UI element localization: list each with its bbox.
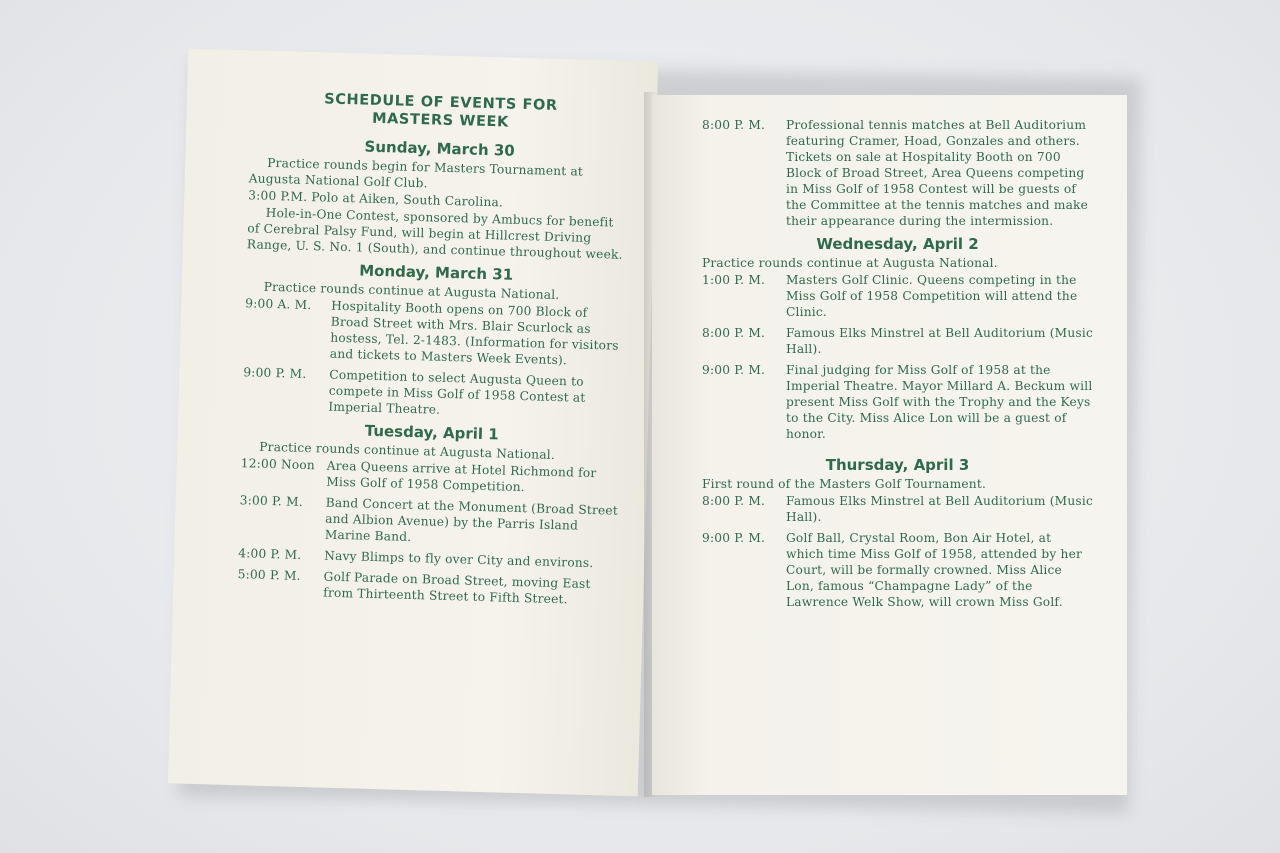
schedule-entry <box>702 530 1093 610</box>
entry-description: Famous Elks Minstrel at Bell Auditorium (Music Hall). <box>786 494 1093 524</box>
schedule-title <box>250 88 631 135</box>
day-heading-tuesday: Tuesday, April 1 <box>364 421 499 444</box>
title-line-1: SCHEDULE OF EVENTS FOR <box>323 91 558 114</box>
sunday-paragraph: Hole-in-One Contest, sponsored by Ambucs for benefit of Cerebral Palsy Fund, will begin at Hillcrest Driving Range, U. S. No. 1 (South), and continue throughout week. <box>246 205 623 262</box>
schedule-entry <box>702 117 1093 229</box>
entry-description: Famous Elks Minstrel at Bell Auditorium (Music Hall). <box>786 326 1093 356</box>
day-heading-monday: Monday, March 31 <box>358 261 514 284</box>
tuesday-intro: Practice rounds continue at Augusta National. <box>259 439 556 462</box>
entry-description: Golf Parade on Broad Street, moving East from Thirteenth Street to Fifth Street. <box>323 569 591 607</box>
day-heading-sunday: Sunday, March 30 <box>364 137 515 160</box>
entry-description: Area Queens arrive at Hotel Richmond for Miss Golf of 1958 Competition. <box>326 458 597 495</box>
left-page <box>168 49 658 797</box>
entry-description: Navy Blimps to fly over City and environs. <box>324 548 594 571</box>
entry-description: Hospitality Booth opens on 700 Block of Broad Street with Mrs. Blair Scurlock as hostess, Tel. 2-1483. (Information for visitors and tickets to Masters Week Events). <box>329 298 619 368</box>
entry-description: Competition to select Augusta Queen to compete in Miss Golf of 1958 Contest at Imperial Theatre. <box>328 367 586 417</box>
entry-time: 4:00 P. M. <box>238 546 302 562</box>
day-heading-thursday: Thursday, April 3 <box>825 456 970 474</box>
schedule-entry <box>702 362 1093 442</box>
entry-time: 12:00 Noon <box>240 456 316 473</box>
schedule-entry <box>702 325 1093 357</box>
schedule-entry <box>242 364 623 423</box>
entry-time: 9:00 P. M. <box>243 365 307 382</box>
entry-time: 9:00 P. M. <box>702 363 766 377</box>
entry-description: Band Concert at the Monument (Broad Street and Albion Avenue) by the Parris Island Marine Band. <box>324 495 619 544</box>
day-heading-wednesday: Wednesday, April 2 <box>816 235 979 253</box>
entry-time: 8:00 P. M. <box>702 326 766 340</box>
entry-description: Golf Ball, Crystal Room, Bon Air Hotel, at which time Miss Golf of 1958, attended by her Court, will be formally crowned. Miss Alice Lon, famous “Champagne Lady” of the Lawrence Welk Show, will crown Miss Golf. <box>786 531 1083 609</box>
schedule-entry <box>237 566 618 609</box>
entry-time: 5:00 P. M. <box>237 567 301 583</box>
monday-intro: Practice rounds continue at Augusta National. <box>263 279 560 303</box>
entry-description: Masters Golf Clinic. Queens competing in the Miss Golf of 1958 Competition will attend the Clinic. <box>786 273 1078 319</box>
schedule-entry <box>702 493 1093 525</box>
sunday-paragraph: Practice rounds begin for Masters Tournament at Augusta National Golf Club. <box>248 155 584 191</box>
right-page <box>652 95 1127 795</box>
entry-description: Professional tennis matches at Bell Auditorium featuring Cramer, Hoad, Gonzales and others. Tickets on sale at Hospitality Booth on 700 Block of Broad Street, Area Queens competing in Miss Golf of 1958 Contest will be guests of the Committee at the tennis matches and make their appearance during the intermission. <box>786 118 1089 228</box>
entry-time: 8:00 P. M. <box>702 494 766 508</box>
entry-description: Final judging for Miss Golf of 1958 at the Imperial Theatre. Mayor Millard A. Beckum will present Miss Golf with the Trophy and the Keys to the City. Miss Alice Lon will be a guest of honor. <box>786 363 1093 441</box>
entry-time: 9:00 A. M. <box>245 296 312 313</box>
schedule-entry <box>239 492 620 551</box>
entry-time: 3:00 P. M. <box>239 493 304 509</box>
wednesday-intro: Practice rounds continue at Augusta National. <box>702 256 998 270</box>
sunday-paragraph: 3:00 P.M. Polo at Aiken, South Carolina. <box>248 188 504 210</box>
schedule-entry <box>702 272 1093 320</box>
schedule-entry <box>244 295 626 370</box>
entry-time: 8:00 P. M. <box>702 118 766 132</box>
title-line-2: MASTERS WEEK <box>371 110 510 131</box>
thursday-intro: First round of the Masters Golf Tournament. <box>702 477 987 491</box>
entry-time: 1:00 P. M. <box>702 273 766 287</box>
entry-time: 9:00 P. M. <box>702 531 766 545</box>
